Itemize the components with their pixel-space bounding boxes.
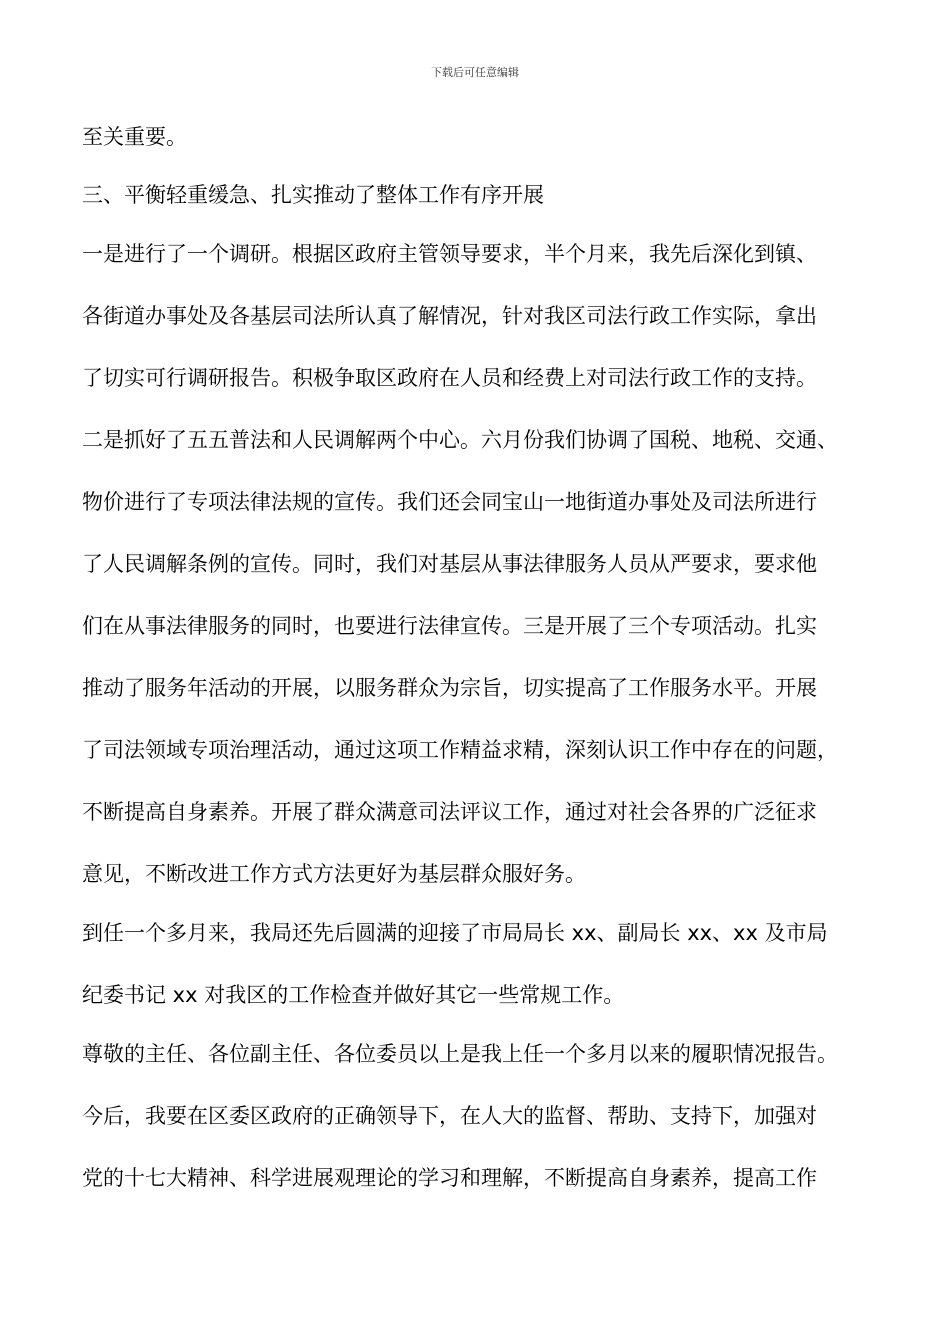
- text-line: 了司法领域专项治理活动，通过这项工作精益求精，深刻认识工作中存在的问题，: [82, 738, 838, 762]
- text-line: 意见，不断改进工作方式方法更好为基层群众服好务。: [82, 862, 586, 886]
- page-header: 下载后可任意编辑: [431, 66, 519, 79]
- text-line: 二是抓好了五五普法和人民调解两个中心。六月份我们协调了国税、地税、交通、: [82, 428, 838, 452]
- text-line: 了人民调解条例的宣传。同时，我们对基层从事法律服务人员从严要求，要求他: [82, 552, 817, 576]
- text-line: 一是进行了一个调研。根据区政府主管领导要求，半个月来，我先后深化到镇、: [82, 242, 817, 266]
- text-line: 党的十七大精神、科学进展观理论的学习和理解，不断提高自身素养，提高工作: [82, 1166, 817, 1190]
- text-line: 纪委书记 xx 对我区的工作检查并做好其它一些常规工作。: [82, 983, 625, 1007]
- text-line: 尊敬的主任、各位副主任、各位委员以上是我上任一个多月以来的履职情况报告。: [82, 1042, 838, 1066]
- text-line: 不断提高自身素养。开展了群众满意司法评议工作，通过对社会各界的广泛征求: [82, 800, 817, 824]
- text-line: 物价进行了专项法律法规的宣传。我们还会同宝山一地街道办事处及司法所进行: [82, 490, 817, 514]
- text-line: 推动了服务年活动的开展，以服务群众为宗旨，切实提高了工作服务水平。开展: [82, 676, 817, 700]
- section-heading: 三、平衡轻重缓急、扎实推动了整体工作有序开展: [82, 183, 544, 207]
- text-line: 到任一个多月来，我局还先后圆满的迎接了市局局长 xx、副局长 xx、xx 及市局: [82, 921, 828, 945]
- text-line: 各街道办事处及各基层司法所认真了解情况，针对我区司法行政工作实际，拿出: [82, 304, 817, 328]
- text-line: 了切实可行调研报告。积极争取区政府在人员和经费上对司法行政工作的支持。: [82, 366, 817, 390]
- text-line: 至关重要。: [82, 125, 187, 149]
- text-line: 们在从事法律服务的同时，也要进行法律宣传。三是开展了三个专项活动。扎实: [82, 614, 817, 638]
- text-line: 今后，我要在区委区政府的正确领导下，在人大的监督、帮助、支持下，加强对: [82, 1104, 817, 1128]
